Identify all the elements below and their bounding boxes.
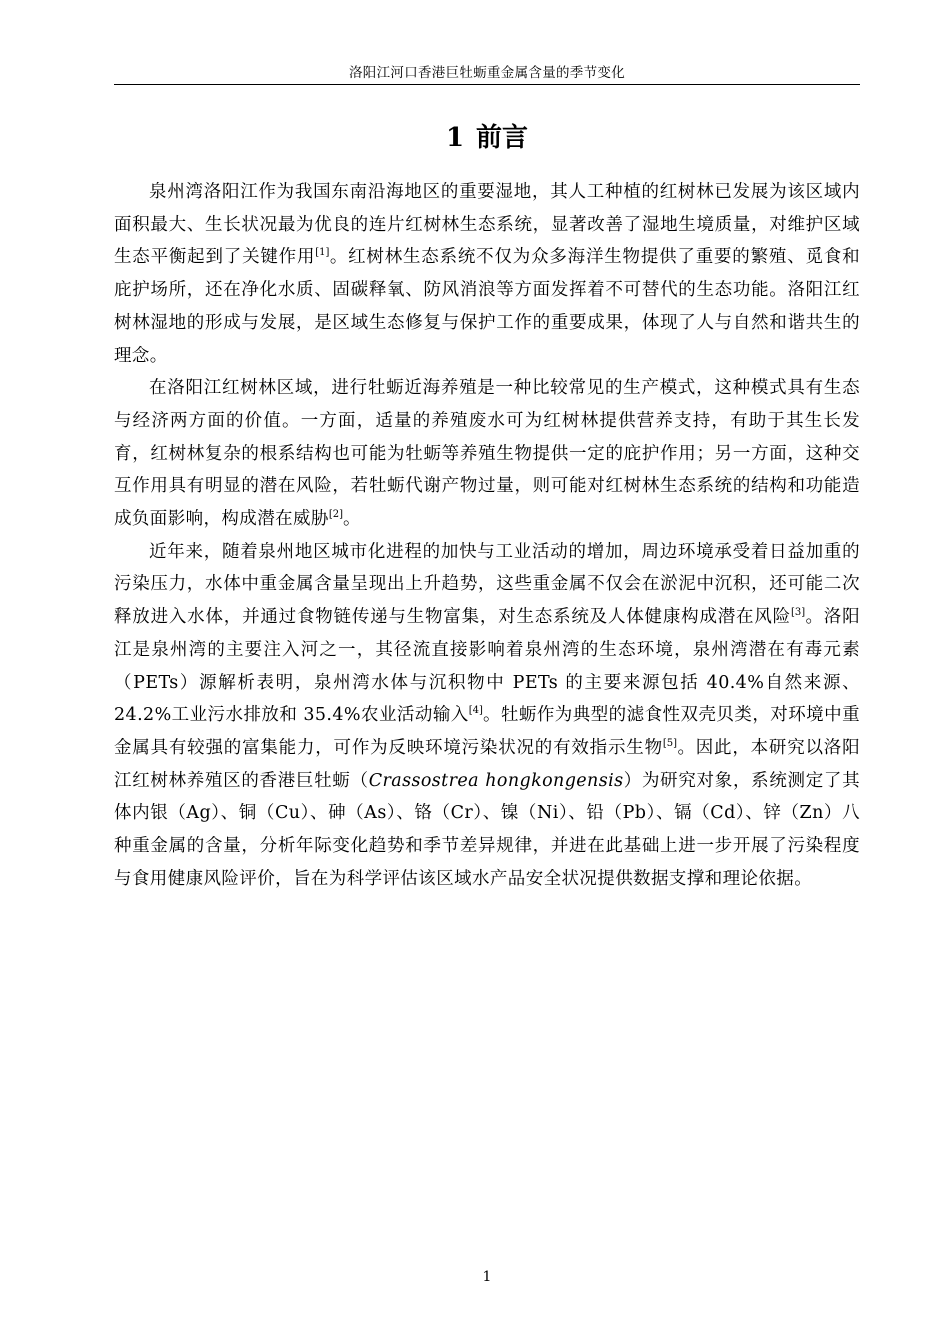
paragraph-3	[114, 536, 860, 896]
paragraph-1	[114, 176, 860, 372]
paragraph-3-text-d: 。因此，本研究以洛阳江红树林养殖区的香港巨牡蛎（	[114, 737, 861, 791]
paragraph-2	[114, 372, 860, 536]
section-number: 1	[445, 123, 465, 153]
paragraph-1-text: 泉州湾洛阳江作为我国东南沿海地区的重要湿地，其人工种植的红树林已发展为该区域内面积最大、生长状况最为优良的连片红树林生态系统，显著改善了湿地生境质量，对维护区域生态平衡起到了关键作用	[114, 182, 860, 268]
page-number: 1	[482, 1269, 492, 1285]
paragraph-2-text: 在洛阳江红树林区域，进行牡蛎近海养殖是一种比较常见的生产模式，这种模式具有生态与经济两方面的价值。一方面，适量的养殖废水可为红树林提供营养支持，有助于其生长发育，红树林复杂的根系结构也可能为牡蛎等养殖生物提供一定的庇护作用；另一方面，这种交互作用具有明显的潜在风险，若牡蛎代谢产物过量，则可能对红树林生态系统的结构和功能造成负面影响，构成潜在威胁	[114, 378, 860, 530]
citation-2: [2]	[328, 509, 343, 521]
paragraph-3-text-c: 。牡蛎作为典型的滤食性双壳贝类，对环境中重金属具有较强的富集能力，可作为反映环境污染状况的有效指示生物	[114, 705, 860, 758]
paragraph-3-text-b: 。洛阳江是泉州湾的主要注入河之一，其径流直接影响着泉州湾的生态环境，泉州湾潜在有毒元素（PETs）源解析表明，泉州湾水体与沉积物中 PETs 的主要来源包括 40.4%自然来源、24.2%工业污水排放和 35.4%农业活动输入	[114, 607, 860, 726]
paragraph-2-end: 。	[342, 509, 361, 530]
citation-4: [4]	[468, 705, 483, 717]
citation-3: [3]	[790, 607, 806, 619]
section-title	[114, 118, 860, 158]
paragraph-3-text-a: 近年来，随着泉州地区城市化进程的加快与工业活动的增加，周边环境承受着日益加重的污染压力，水体中重金属含量呈现出上升趋势，这些重金属不仅会在淤泥中沉积，还可能二次释放进入水体，并通过食物链传递与生物富集，对生态系统及人体健康构成潜在风险	[114, 541, 860, 628]
paragraph-3-text-e: ）为研究对象，系统测定了其体内银（Ag）、铜（Cu）、砷（As）、铬（Cr）、镍（Ni）、铅（Pb）、镉（Cd）、锌（Zn）八种重金属的含量，分析年际变化趋势和季节差异规律，并进在此基础上进一步开展了污染程度与食用健康风险评价，旨在为科学评估该区域水产品安全状况提供数据支撑和理论依据。	[114, 770, 861, 889]
citation-1: [1]	[315, 247, 330, 259]
running-header: 洛阳江河口香港巨牡蛎重金属含量的季节变化	[349, 65, 625, 81]
header-rule	[114, 84, 860, 85]
section-title-text: 前言	[476, 123, 529, 153]
citation-5: [5]	[662, 737, 678, 749]
species-name: Crassostrea hongkongensis	[368, 770, 624, 791]
body-text	[114, 176, 860, 895]
paragraph-1-text-b: 。红树林生态系统不仅为众多海洋生物提供了重要的繁殖、觅食和庇护场所，还在净化水质、固碳释氧、防风消浪等方面发挥着不可替代的生态功能。洛阳江红树林湿地的形成与发展，是区域生态修复与保护工作的重要成果，体现了人与自然和谐共生的理念。	[114, 247, 860, 366]
